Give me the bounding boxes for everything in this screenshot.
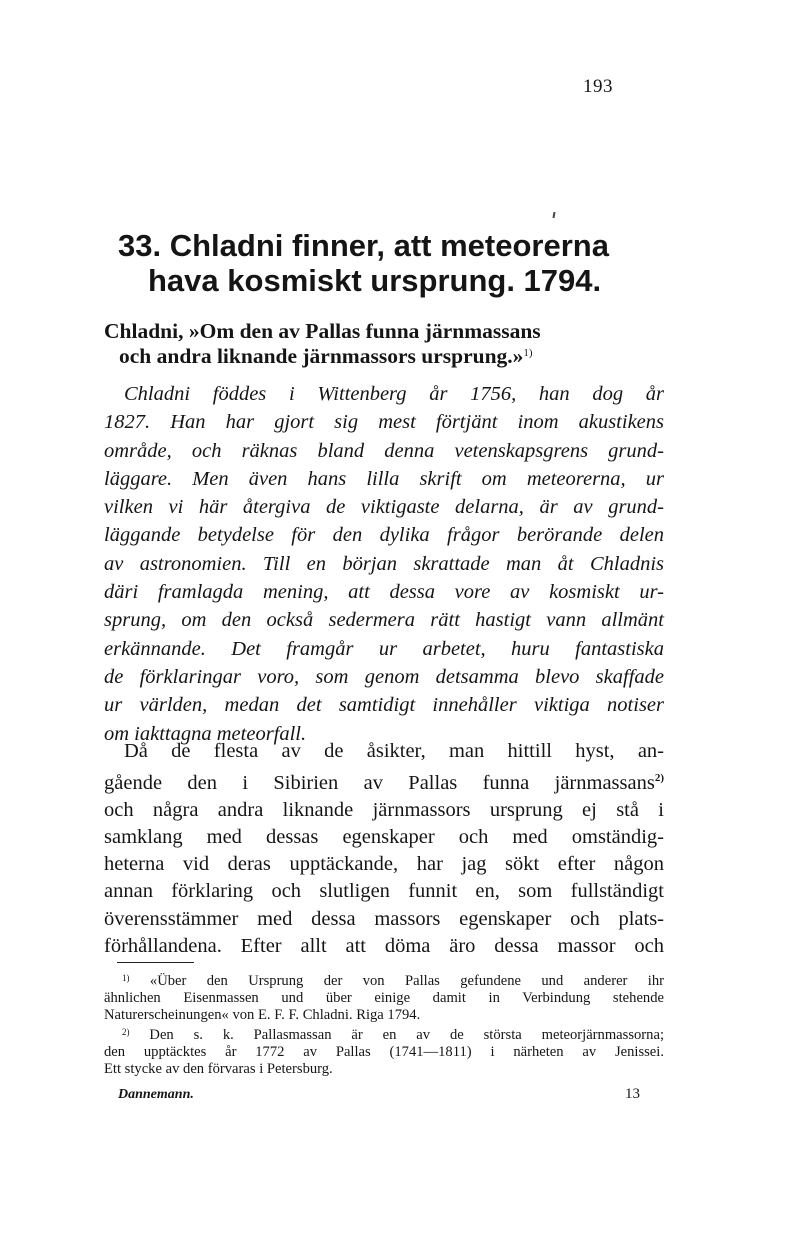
body-paragraph bbox=[104, 738, 664, 960]
intro-paragraph bbox=[104, 380, 664, 748]
source-title bbox=[104, 320, 664, 367]
footnote-line: Naturerscheinungen« von E. F. F. Chladni. Riga 1794. bbox=[104, 1006, 421, 1023]
footnote-1 bbox=[104, 970, 664, 1023]
source-title-line bbox=[104, 342, 664, 367]
footnote-text: «Über den Ursprung der von Pallas gefundene und anderer ihr bbox=[149, 973, 664, 989]
intro-line: om iakttagna meteorfall. bbox=[104, 722, 307, 745]
source-title-line: Chladni, »Om den av Pallas funna järnmassans bbox=[104, 319, 541, 343]
footnote-ref: 2) bbox=[654, 772, 664, 785]
footnote-line bbox=[104, 1024, 664, 1044]
intro-line: område, och räknas bland denna vetenskapsgrens grund- bbox=[104, 439, 664, 462]
footnote-ref: 1) bbox=[523, 347, 533, 359]
body-line: Då de flesta av de åsikter, man hittill hyst, an- bbox=[124, 740, 664, 762]
intro-line: läggare. Men även hans lilla skrift om meteorerna, ur bbox=[104, 467, 664, 490]
body-line: förhållandena. Efter allt att döma äro dessa massor och bbox=[104, 934, 664, 957]
body-line bbox=[104, 765, 664, 797]
intro-line: erkännande. Det framgår ur arbetet, huru fantastiska bbox=[104, 637, 664, 660]
intro-line: läggande betydelse för den dylika frågor berörande delen bbox=[104, 524, 664, 547]
footnote-line: Ett stycke av den förvaras i Petersburg. bbox=[104, 1060, 333, 1077]
intro-line: 1827. Han har gjort sig mest förtjänt inom akustikens bbox=[104, 411, 664, 434]
page-number: 193 bbox=[583, 76, 613, 97]
intro-line: Chladni föddes i Wittenberg år 1756, han dog år bbox=[124, 383, 664, 405]
intro-line: vilken vi här återgiva de viktigaste delarna, är av grund- bbox=[104, 496, 664, 519]
footnote-marker: 2) bbox=[122, 1027, 130, 1038]
footnote-line: ähnlichen Eisenmassen und über einige damit in Verbindung stehende bbox=[104, 989, 664, 1006]
intro-line: ur världen, medan det samtidigt innehåller viktiga notiser bbox=[104, 694, 664, 717]
body-line: heterna vid deras upptäckande, har jag sökt efter någon bbox=[104, 853, 664, 876]
chapter-title-line: hava kosmiskt ursprung. 1794. bbox=[148, 263, 602, 298]
footnote-divider bbox=[117, 962, 194, 963]
intro-line: de förklaringar voro, som genom detsamma blevo skaffade bbox=[104, 665, 664, 688]
intro-line: däri framlagda mening, att dessa vore av kosmiskt ur- bbox=[104, 581, 664, 604]
signature-mark: Dannemann. bbox=[118, 1087, 194, 1102]
body-line: samklang med dessas egenskaper och med omständig- bbox=[104, 826, 664, 849]
footnote-marker: 1) bbox=[122, 973, 130, 983]
body-line: och några andra liknande järnmassors ursprung ej stå i bbox=[104, 799, 664, 822]
print-speck bbox=[552, 212, 555, 218]
body-line: annan förklaring och slutligen funnit en, som fullständigt bbox=[104, 880, 664, 903]
footnotes bbox=[104, 970, 664, 1079]
intro-line: sprung, om den också sedermera rätt hastigt vann allmänt bbox=[104, 609, 664, 632]
footnote-line: den upptäcktes år 1772 av Pallas (1741—1811) i närheten av Jenissei. bbox=[104, 1044, 664, 1061]
chapter-title-line: 33. Chladni finner, att meteorerna bbox=[118, 228, 609, 263]
footnote-text: Den s. k. Pallasmassan är en av de största meteorjärnmassorna; bbox=[149, 1027, 664, 1044]
source-title-text: och andra liknande järnmassors ursprung.» bbox=[119, 344, 524, 368]
sheet-number: 13 bbox=[625, 1086, 640, 1102]
body-line: överensstämmer med dessa massors egenskaper och plats- bbox=[104, 907, 664, 930]
footnote-line bbox=[104, 970, 664, 990]
chapter-title bbox=[118, 228, 678, 298]
footnote-2 bbox=[104, 1024, 664, 1077]
intro-line: av astronomien. Till en början skrattade man åt Chladnis bbox=[104, 552, 664, 575]
body-line-text: gående den i Sibirien av Pallas funna järnmassans bbox=[104, 772, 655, 795]
